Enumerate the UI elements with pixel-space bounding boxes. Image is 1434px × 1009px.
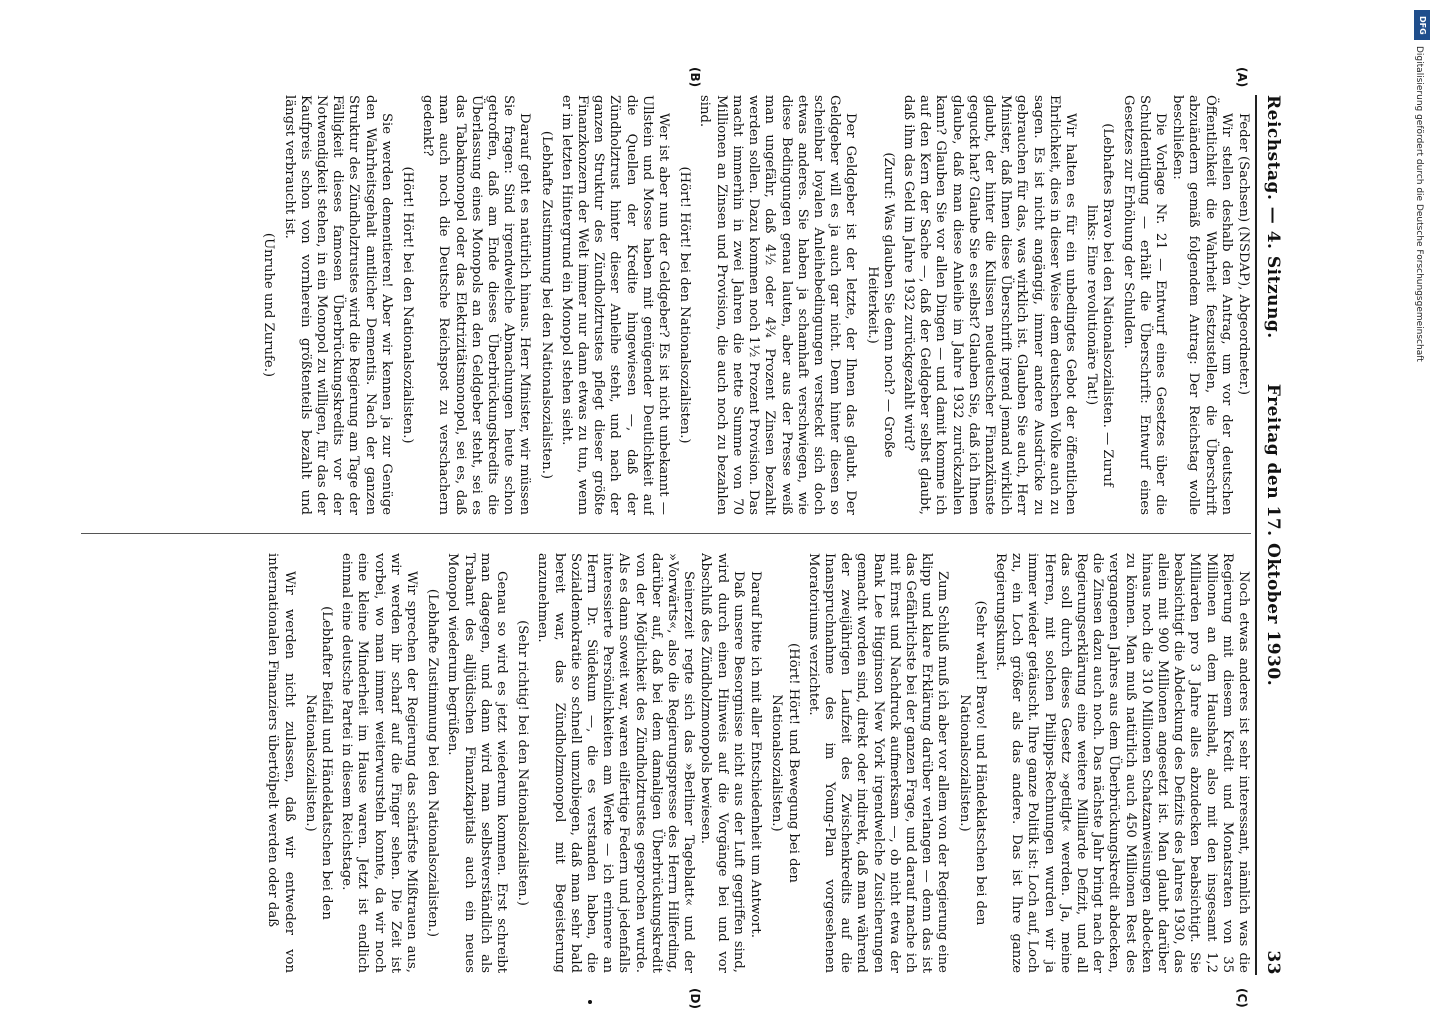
paragraph: Noch etwas anderes ist sehr interessant, nämlich was die Regierung mit diesem Kredit und Monatsraten von 35 Millionen an dem Haushalt, also mit den insgesamt 1,2 Milliarden pro 3 Jahre alles abzudecken beabsichtigt. Sie beabsichtigt die Abdeckung des Defizits des Jahres 1930, das allein mit 900 Millionen angesetzt ist. Man glaubt darüber hinaus noch die 310 Millionen Schatzanweisungen abdecken zu können. Man muß natürlich auch 450 Millionen Rest des vergangenen Jahres aus dem Überbrückungskredit abdecken, die Zinsen dazu auch noch. Das nächste Jahr bringt nach der Regierungserklärung eine weitere Milliarde Defizit, und all das soll durch dieses Gesetz »getilgt« werden. Ja, meine Herren, mit solchen Philipps-Rechnungen wurden wir ja immer wieder getäuscht. Ihre ganze Politik ist: Loch auf, Loch zu, ein Loch größer als das andere. Das ist Ihre ganze Regierungskunst. xyxy=(992,553,1251,973)
interjection: (Unruhe und Zurufe.) xyxy=(261,232,277,378)
interjection: (Hört! Hört! bei den Nationalsozialisten.) xyxy=(400,166,416,444)
interjection: (Lebhaftes Bravo bei den Nationalsozialisten. — Zuruf links: Eine revolutionäre Tat!) xyxy=(1084,123,1116,487)
dfg-logo: DFG xyxy=(1414,10,1430,40)
paragraph: Wir sprechen der Regierung das schärfste Mißtrauen aus, wir werden ihr scharf auf die Finger sehen. Die Zeit ist vorbei, wo man immer weiterwursteln konnte, da wir noch eine kleine Minderheit im Hause waren. Jetzt ist endlich einmal eine deutsche Partei in diesem Reichstage. xyxy=(339,553,420,973)
paragraph: Zum Schluß muß ich aber vor allem von der Regierung eine klipp und klare Erklärung darüber verlangen — denn das ist das Gefährlichste bei der ganzen Frage, und darauf mache ich mit Ernst und Nachdruck aufmerksam —, ob nicht etwa der Bank Lee Higginson New York irgendwelche Zusicherungen gemacht worden sind, direkt oder indirekt, daß man während der zweijährigen Laufzeit des Zwischenkredits auf die Inanspruchnahme des im Young-Plan vorgesehenen Moratoriums verzichtet. xyxy=(805,553,951,973)
paragraph: Wer ist aber nun der Geldgeber? Es ist nicht unbekannt — Ullstein und Mosse haben mit genügender Deutlichkeit auf die Quellen der Kredite hingewiesen —, daß der Zündholztrust hinter dieser Anleihe steht, und nach der ganzen Struktur des Zündholztrustes pflegt dieser größte Finanzkonzern der Welt immer nur dann etwas zu tun, wenn er im letzten Hintergrund ein Monopol stehen sieht. xyxy=(558,95,672,515)
right-column xyxy=(81,553,1251,973)
page-number: 33 xyxy=(1263,950,1283,975)
paragraph: Darauf bitte ich mit aller Entschiedenheit um Antwort. xyxy=(748,571,764,938)
left-column xyxy=(81,95,1251,515)
interjection: (Hört! Hört! bei den Nationalsozialisten.) xyxy=(677,166,693,444)
paragraph: Darauf geht es natürlich hinaus. Herr Minister, wir müssen Sie fragen: Sind irgendwelche Abmachungen heute schon getroffen, daß am Ende dieses Überbrückungskredits die Überlassung eines Monopols an den Geldgeber steht, sei es das Tabakmonopol oder das Elektrizitätsmonopol, sei es, daß man auch noch die Deutsche Reichspost zu verschachern gedenkt? xyxy=(420,95,533,515)
interjection: (Sehr wahr! Bravo! und Händeklatschen bei den Nationalsozialisten.) xyxy=(956,600,988,926)
paragraph: Daß unsere Besorgnisse nicht aus der Luft gegriffen sind, wird durch einen Hinweis auf die Vorgänge bei und vor Abschluß des Zündholzmonopols bewiesen. xyxy=(698,553,746,973)
dfg-credit xyxy=(1412,8,1432,998)
margin-marker-a: (A) xyxy=(1235,67,1249,88)
credit-text: Digitalisierung gefördert durch die Deutsche Forschungsgemeinschaft xyxy=(1414,46,1424,362)
paragraph: Seinerzeit regte sich das »Berliner Tageblatt« und der »Vorwärts«, also die Regierungspresse des Herrn Hilferding, darüber auf, daß bei dem damaligen Überbrückungskredit von der Möglichkeit des Zündholztrustes gesprochen wurde. Als es dann soweit war, waren eilfertige Federn und jedenfalls interessierte Persönlichkeiten am Werke — ich erinnere an Herrn Dr. Südekum —, die es verstanden haben, die Sozialdemokratie so schnell umzubiegen, daß man sehr bald bereit war, das Zündholzmonopol mit Begeisterung anzunehmen. xyxy=(535,553,697,973)
margin-marker-c: (C) xyxy=(1235,988,1249,1008)
column-divider xyxy=(81,533,1251,534)
interjection: (Lebhafte Zustimmung bei den Nationalsozialisten.) xyxy=(538,130,554,480)
interjection: (Sehr richtig! bei den Nationalsozialisten.) xyxy=(515,620,531,906)
margin-marker-b: (B) xyxy=(688,67,702,88)
header-session: Reichstag. — 4. Sitzung. xyxy=(1263,95,1283,339)
paragraph: Der Geldgeber ist der letzte, der Ihnen das glaubt. Der Geldgeber will es ja auch gar nicht. Denn hinter diesen so scheinbar loyalen Anleihebedingungen versteckt sich doch etwas anderes. Sie haben ja schamhaft verschwiegen, wie diese Bedingungen genau lauten, aber aus der Presse weiß man ungefähr, daß 4½ oder 4¾ Prozent Zinsen bezahlt werden sollen. Dazu kommen noch 1½ Prozent Provision. Das macht immerhin in zwei Jahren die nette Summe von 70 Millionen an Zinsen und Provision, die auch noch zu bezahlen sind. xyxy=(697,95,859,515)
paragraph: Wir halten es für ein unbedingtes Gebot der öffentlichen Ehrlichkeit, dies in dieser Weise dem deutschen Volke auch zu sagen. Es ist nicht angängig, immer andere Ausdrücke zu gebrauchen für das, was wirklich ist. Glauben Sie auch, Herr Minister, daß Ihnen diese Überschrift irgend jemand wirklich glaubt, der hinter die Kulissen neudeutscher Finanzkünste geguckt hat? Glaube Sie es selbst? Glauben Sie, daß ich Ihnen glaube, daß man diese Anleihe im Jahre 1932 zurückzahlen kann? Glauben Sie vor allen Dingen — und damit komme ich auf den Kern der Sache —, daß der Geldgeber selbst glaubt, daß ihm das Geld im Jahre 1932 zurückgezahlt wird? xyxy=(900,95,1078,515)
header-date: Freitag den 17. Oktober 1930. xyxy=(1263,383,1283,687)
page-header xyxy=(1255,95,1287,975)
paragraph: Genau so wird es jetzt wiederum kommen. Erst schreibt man dagegen, und dann wird man selbstverständlich als Trabant des alljüdischen Finanzkapitals auch ein neues Monopol wiederum begrüßen. xyxy=(445,553,510,973)
paragraph: Feder (Sachsen) (NSDAP), Abgeordneter.) xyxy=(1236,113,1251,396)
paragraph: Die Vorlage Nr. 21 — Entwurf eines Gesetzes über die Schuldentilgung — erhält die Überschrift: Entwurf eines Gesetzes zur Erhöhung der Schulden. xyxy=(1120,95,1168,515)
interjection: (Lebhafte Zustimmung bei den Nationalsozialisten.) xyxy=(425,588,441,938)
paragraph: Wir werden nicht zulassen, daß wir entweder von internationalen Finanziers übertölpelt werden oder daß xyxy=(265,553,297,973)
document-page xyxy=(72,67,1287,1009)
paragraph: Sie werden dementieren! Aber wir kennen ja zur Genüge den Wahrheitsgehalt amtlicher Dementis. Nach der ganzen Struktur des Zündholztrustes wird die Regierung am Tage der Fälligkeit dieses famosen Überbrückungskredits vor der Notwendigkeit stehen, in ein Monopol zu willigen, für das der Kaufpreis schon von vornherein größtenteils bezahlt und längst verbraucht ist. xyxy=(281,95,394,515)
interjection: (Zuruf: Was glauben Sie denn noch? — Große Heiterkeit.) xyxy=(864,152,896,458)
interjection: (Lebhafter Beifall und Händeklatschen bei den Nationalsozialisten.) xyxy=(302,606,335,920)
interjection: (Hört! Hört! und Bewegung bei den Nationalsozialisten.) xyxy=(769,643,801,883)
paragraph: Wir stellen deshalb den Antrag, um vor der deutschen Öffentlichkeit die Wahrheit festzustellen, die Überschrift abzuändern gemäß folgendem Antrag: Der Reichstag wolle beschließen: xyxy=(1170,95,1234,515)
margin-dot xyxy=(588,1000,592,1004)
margin-marker-d: (D) xyxy=(688,988,702,1009)
